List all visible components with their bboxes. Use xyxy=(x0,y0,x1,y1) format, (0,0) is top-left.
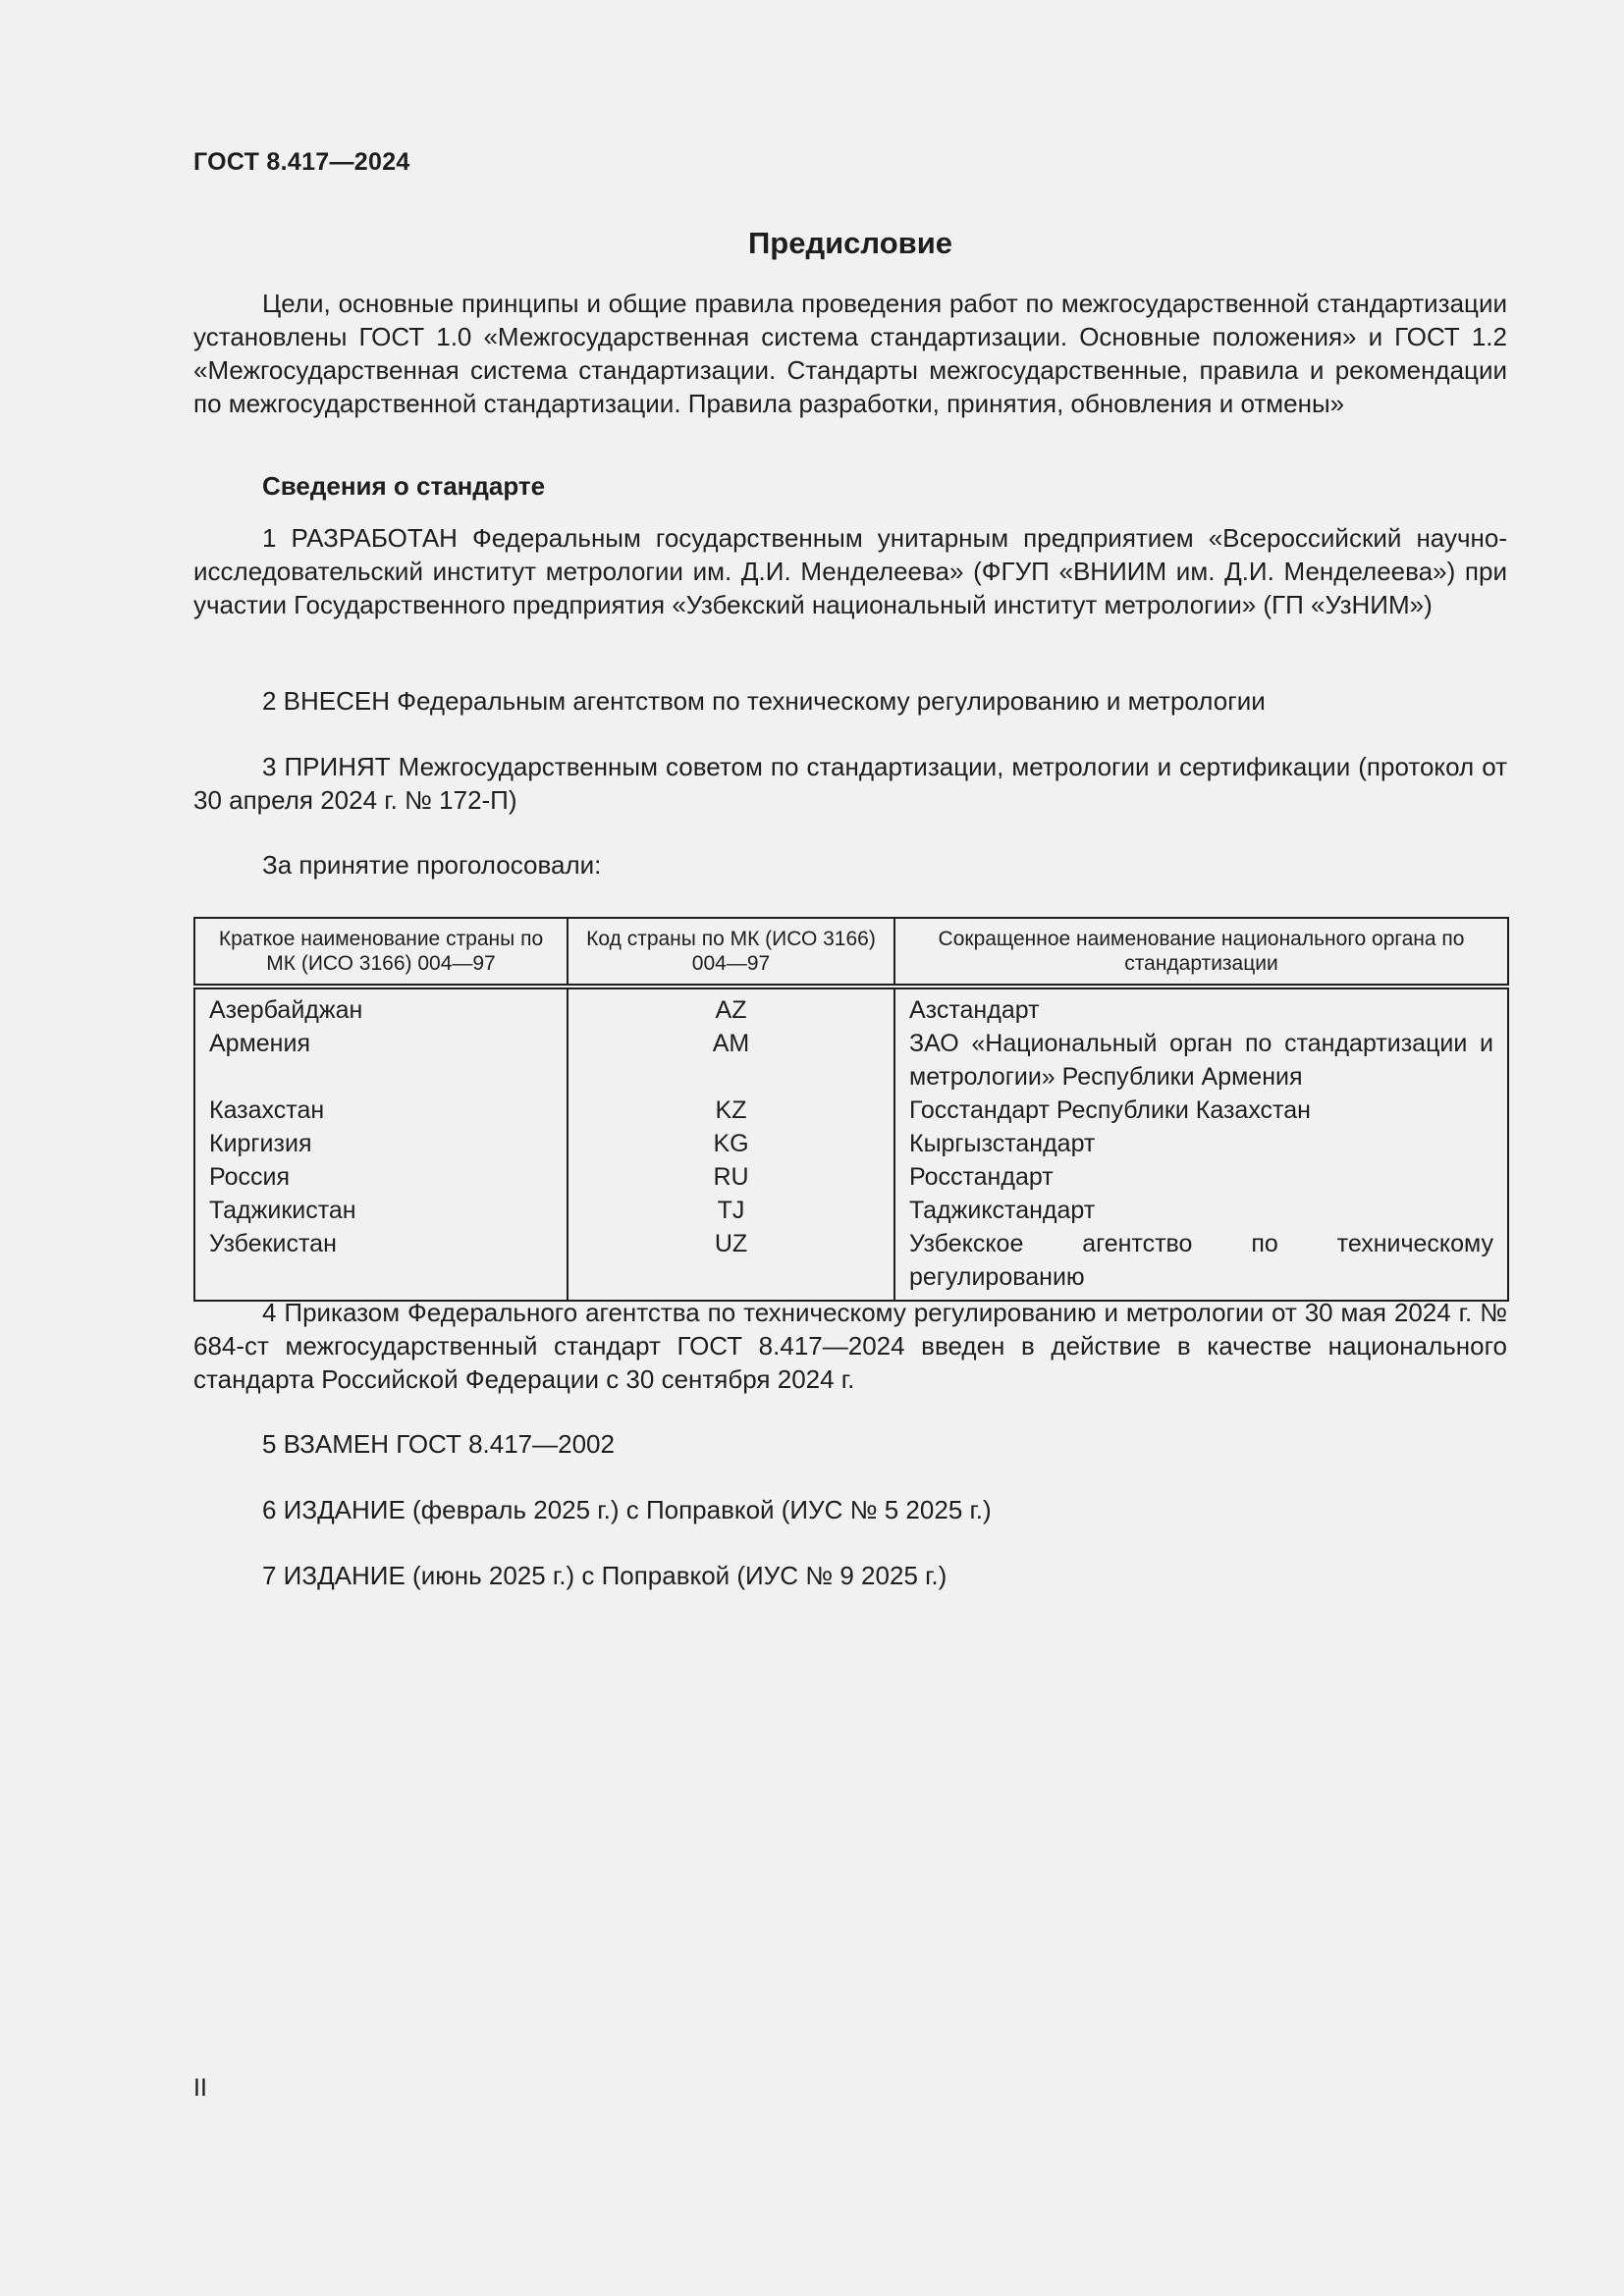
cell-national-body: Кыргызстандарт xyxy=(894,1127,1508,1160)
table-body xyxy=(194,987,1508,1301)
cell-national-body: Азстандарт xyxy=(894,987,1508,1027)
cell-code: KZ xyxy=(568,1094,894,1127)
item-order: 4 Приказом Федерального агентства по техническому регулированию и метрологии от 30 мая 2024 г. № 684-ст межгосударственный стандарт ГОСТ 8.417—2024 введен в действие в качестве национального стандарта Российской Федерации с 30 сентября 2024 г. xyxy=(193,1298,1507,1394)
cell-national-body: Госстандарт Республики Казахстан xyxy=(894,1094,1508,1127)
cell-code: RU xyxy=(568,1160,894,1194)
table-row xyxy=(194,1227,1508,1301)
vote-intro: За принятие проголосовали: xyxy=(262,850,602,880)
header-national-body: Сокращенное наименование национального органа по стандартизации xyxy=(894,918,1508,987)
header-code: Код страны по МК (ИСО 3166) 004—97 xyxy=(568,918,894,987)
page-title: Предисловие xyxy=(747,226,952,260)
cell-national-body: ЗАО «Национальный орган по стандартизации и метрологии» Республики Армения xyxy=(894,1027,1508,1094)
intro-paragraph: Цели, основные принципы и общие правила проведения работ по межгосударственной стандартизации установлены ГОСТ 1.0 «Межгосударственная система стандартизации. Основные положения» и ГОСТ 1.2 «Межгосударственная система стандартизации. Стандарты межгосударственные, правила и рекомендации по межгосударственной стандартизации. Правила разработки, принятия, обновления и отмены» xyxy=(193,289,1507,418)
cell-country: Казахстан xyxy=(194,1094,568,1127)
cell-country: Киргизия xyxy=(194,1127,568,1160)
table-row xyxy=(194,987,1508,1027)
cell-country: Армения xyxy=(194,1027,568,1094)
cell-code: KG xyxy=(568,1127,894,1160)
item-edition-jun: 7 ИЗДАНИЕ (июнь 2025 г.) с Поправкой (ИУС № 9 2025 г.) xyxy=(262,1561,947,1590)
cell-country: Азербайджан xyxy=(194,987,568,1027)
item-submitted-by: 2 ВНЕСЕН Федеральным агентством по техническому регулированию и метрологии xyxy=(262,686,1266,716)
voting-table-container xyxy=(193,917,1509,1302)
item-adopted-by: 3 ПРИНЯТ Межгосударственным советом по стандартизации, метрологии и сертификации (протокол от 30 апреля 2024 г. № 172-П) xyxy=(193,752,1507,815)
table-header-row xyxy=(194,918,1508,987)
page-number: II xyxy=(193,2074,207,2102)
item-replaces: 5 ВЗАМЕН ГОСТ 8.417—2002 xyxy=(262,1429,615,1459)
table-row xyxy=(194,1094,1508,1127)
cell-code: UZ xyxy=(568,1227,894,1301)
cell-national-body: Таджикстандарт xyxy=(894,1194,1508,1227)
table-row xyxy=(194,1027,1508,1094)
table-row xyxy=(194,1160,1508,1194)
cell-code: TJ xyxy=(568,1194,894,1227)
voting-table xyxy=(193,917,1509,1302)
item-developed-by: 1 РАЗРАБОТАН Федеральным государственным унитарным предприятием «Всероссийский научно-исследовательский институт метрологии им. Д.И. Менделеева» (ФГУП «ВНИИМ им. Д.И. Менделеева») при участии Государственного предприятия «Узбекский национальный институт метрологии» (ГП «УзНИМ») xyxy=(193,523,1507,619)
document-code: ГОСТ 8.417—2024 xyxy=(193,148,410,176)
cell-national-body: Росстандарт xyxy=(894,1160,1508,1194)
table-row xyxy=(194,1127,1508,1160)
header-country: Краткое наименование страны по МК (ИСО 3166) 004—97 xyxy=(194,918,568,987)
cell-country: Узбекистан xyxy=(194,1227,568,1301)
cell-code: AZ xyxy=(568,987,894,1027)
cell-country: Россия xyxy=(194,1160,568,1194)
cell-code: AM xyxy=(568,1027,894,1094)
cell-national-body: Узбекское агентство по техническому регулированию xyxy=(894,1227,1508,1301)
table-row xyxy=(194,1194,1508,1227)
cell-country: Таджикистан xyxy=(194,1194,568,1227)
item-edition-feb: 6 ИЗДАНИЕ (февраль 2025 г.) с Поправкой (ИУС № 5 2025 г.) xyxy=(262,1495,992,1524)
section-subheading: Сведения о стандарте xyxy=(262,471,546,501)
